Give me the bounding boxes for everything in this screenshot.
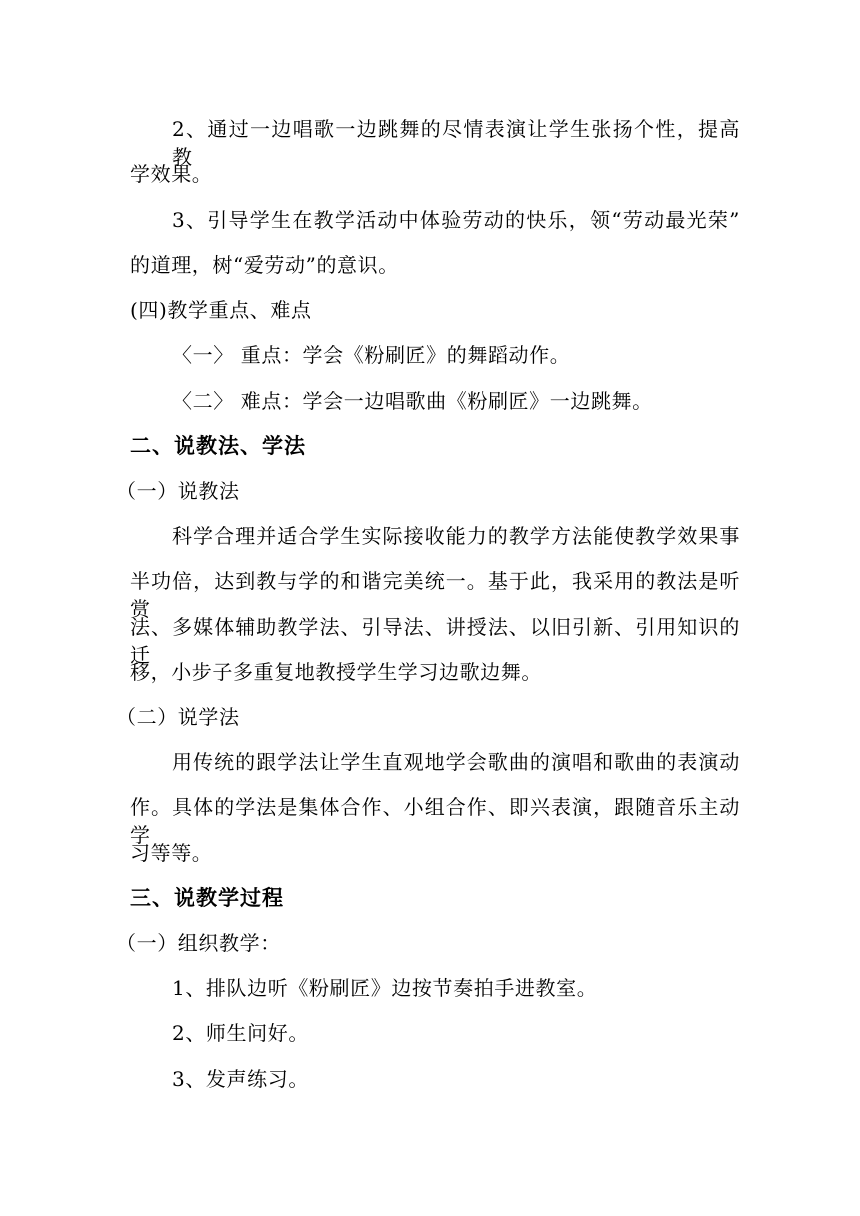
section-heading-key-points: (四)教学重点、难点 [130,298,312,322]
learning-method-line-1: 用传统的跟学法让学生直观地学会歌曲的演唱和歌曲的表演动 [172,750,740,774]
process-step-3: 3、发声练习。 [172,1067,309,1091]
process-step-1: 1、排队边听《粉刷匠》边按节奏拍手进教室。 [172,976,598,1000]
objective-3-line-2: 的道理，树“爱劳动”的意识。 [130,253,399,277]
section-heading-process: 三、说教学过程 [130,886,284,910]
teaching-method-line-4: 移，小步子多重复地教授学生学习边歌边舞。 [130,660,542,684]
objective-2-line-1: 2、通过一边唱歌一边跳舞的尽情表演让学生张扬个性，提高教 [172,117,740,169]
teaching-method-line-3: 法、多媒体辅助教学法、引导法、讲授法、以旧引新、引用知识的迁 [130,615,740,667]
difficult-point-item: 〈二〉 难点：学会一边唱歌曲《粉刷匠》一边跳舞。 [172,389,653,413]
process-step-2: 2、师生问好。 [172,1021,309,1045]
subheading-organize-teaching: （一）组织教学： [116,931,281,955]
key-point-item: 〈一〉 重点：学会《粉刷匠》的舞蹈动作。 [172,343,571,367]
subheading-teaching-method: （一）说教法 [116,479,240,503]
teaching-method-line-1: 科学合理并适合学生实际接收能力的教学方法能使教学效果事 [172,524,740,548]
objective-3-line-1: 3、引导学生在教学活动中体验劳动的快乐，领“劳动最光荣” [172,208,740,232]
learning-method-line-2: 作。具体的学法是集体合作、小组合作、即兴表演，跟随音乐主动学 [130,795,740,847]
section-heading-methods: 二、说教法、学法 [130,434,306,458]
teaching-method-line-2: 半功倍，达到教与学的和谐完美统一。基于此，我采用的教法是听赏 [130,569,740,621]
learning-method-line-3: 习等等。 [130,841,213,865]
objective-2-line-2: 学效果。 [130,162,213,186]
subheading-learning-method: （二）说学法 [116,705,240,729]
